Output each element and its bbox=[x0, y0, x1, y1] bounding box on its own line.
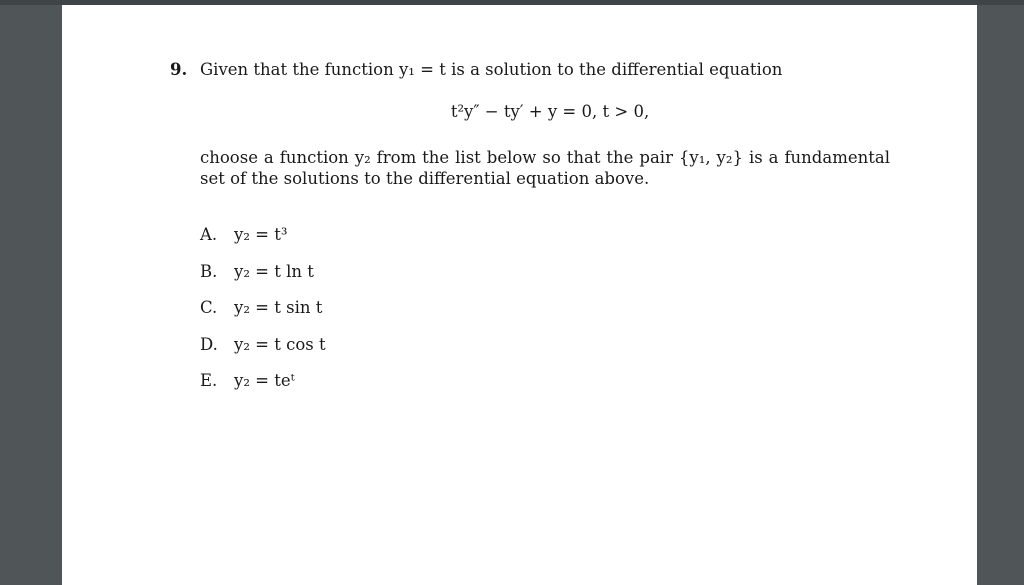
problem-number: 9. bbox=[170, 60, 188, 79]
choice-letter: E. bbox=[200, 371, 218, 390]
choice-text: y₂ = t cos t bbox=[234, 335, 326, 354]
choice-text: y₂ = t³ bbox=[234, 225, 288, 244]
choice-letter: B. bbox=[200, 262, 218, 281]
choice-letter: A. bbox=[200, 225, 218, 244]
choice-text: y₂ = t sin t bbox=[234, 298, 323, 317]
problem-stem bbox=[200, 59, 782, 80]
choice-d[interactable] bbox=[200, 334, 326, 355]
choice-b[interactable] bbox=[200, 261, 314, 282]
choice-text: y₂ = teᵗ bbox=[234, 371, 295, 390]
choice-e[interactable] bbox=[200, 370, 295, 391]
equation-text: t²y″ − ty′ + y = 0, t > 0, bbox=[450, 102, 650, 121]
choice-c[interactable] bbox=[200, 297, 322, 318]
document-page bbox=[62, 5, 977, 585]
choice-a[interactable] bbox=[200, 224, 288, 245]
differential-equation bbox=[170, 101, 890, 122]
choice-letter: D. bbox=[200, 335, 218, 354]
choice-letter: C. bbox=[200, 298, 218, 317]
instruction-text: choose a function y₂ from the list below so that the pair {y₁, y₂} is a fundamental set of the solutions to the differential equation above. bbox=[200, 148, 890, 188]
choice-text: y₂ = t ln t bbox=[234, 262, 314, 281]
stem-text: Given that the function y₁ = t is a solution to the differential equation bbox=[200, 60, 783, 79]
